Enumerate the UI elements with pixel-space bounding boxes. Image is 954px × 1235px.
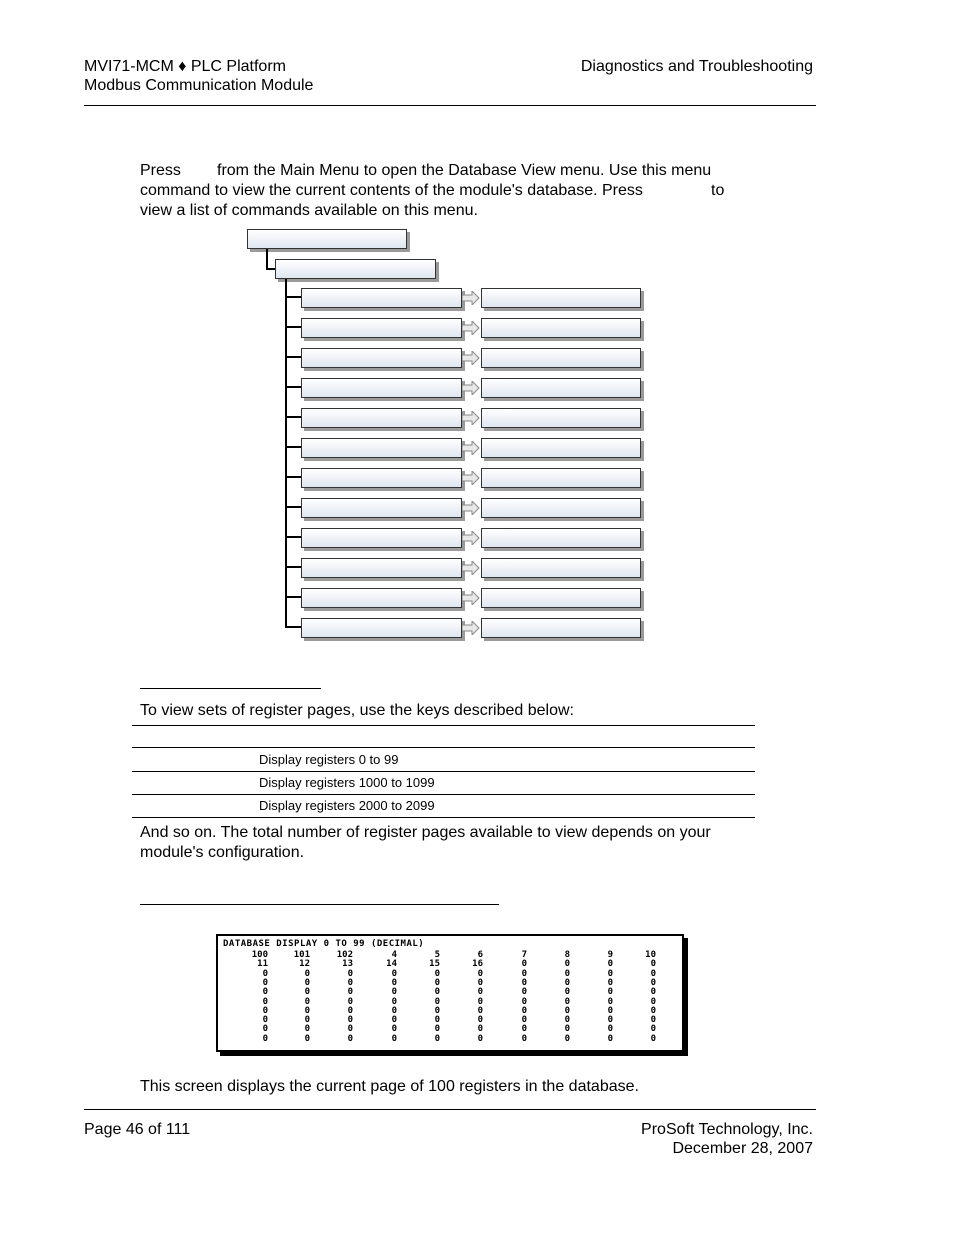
menu-command-box (301, 528, 462, 548)
tree-branch (285, 596, 302, 598)
register-value: 0 (347, 1005, 353, 1016)
table-row: Display registers 1000 to 1099 (259, 775, 435, 790)
register-value: 0 (650, 1005, 656, 1016)
footer-company: ProSoft Technology, Inc. (641, 1121, 813, 1138)
register-value: 0 (607, 987, 613, 998)
screen-row (218, 1035, 678, 1044)
register-value: 0 (650, 996, 656, 1007)
register-value: 0 (434, 1024, 440, 1035)
menu-command-box (301, 378, 462, 398)
footer-rule (84, 1109, 816, 1110)
table-rule (132, 725, 755, 726)
register-value: 0 (262, 1005, 268, 1016)
menu-command-box (301, 558, 462, 578)
register-value: 0 (564, 996, 570, 1007)
register-value: 0 (521, 1005, 527, 1016)
register-value: 0 (564, 1033, 570, 1044)
register-value: 8 (564, 950, 570, 960)
register-value: 0 (521, 977, 527, 988)
register-value: 13 (342, 959, 353, 970)
register-value: 0 (564, 1005, 570, 1016)
register-value: 0 (650, 977, 656, 988)
right-arrow-icon (462, 411, 480, 425)
tree-branch (285, 296, 302, 298)
register-value: 0 (347, 1024, 353, 1035)
header-section: Diagnostics and Troubleshooting (580, 58, 813, 75)
register-value: 0 (650, 959, 656, 970)
register-value: 0 (650, 1033, 656, 1044)
menu-result-box (481, 438, 641, 458)
register-value: 0 (391, 1024, 397, 1035)
register-value: 14 (386, 959, 397, 970)
register-value: 0 (304, 996, 310, 1007)
menu-command-box (301, 588, 462, 608)
register-value: 0 (434, 1005, 440, 1016)
menu-result-box (481, 618, 641, 638)
table-rule (132, 747, 755, 748)
register-value: 0 (304, 1005, 310, 1016)
intro-press: Press (140, 162, 181, 179)
register-value: 0 (347, 1015, 353, 1026)
menu-command-box (301, 318, 462, 338)
register-value: 0 (434, 1033, 440, 1044)
menu-command-box (301, 498, 462, 518)
register-value: 0 (347, 1033, 353, 1044)
register-value: 0 (477, 996, 483, 1007)
register-value: 101 (293, 950, 310, 960)
register-value: 0 (564, 968, 570, 979)
register-value: 0 (262, 977, 268, 988)
header-rule (84, 105, 816, 106)
tree-branch (285, 356, 302, 358)
register-value: 12 (299, 959, 310, 970)
menu-command-box (301, 618, 462, 638)
database-display-screen (216, 934, 684, 1052)
table-rule (132, 817, 755, 818)
register-value: 4 (391, 950, 397, 960)
register-value: 0 (434, 977, 440, 988)
register-value: 0 (262, 1015, 268, 1026)
screen-title: DATABASE DISPLAY 0 TO 99 (DECIMAL) (223, 939, 425, 949)
register-value: 0 (650, 968, 656, 979)
register-value: 100 (251, 950, 268, 960)
register-value: 0 (477, 1024, 483, 1035)
register-value: 0 (607, 968, 613, 979)
register-value: 0 (347, 977, 353, 988)
register-value: 102 (336, 950, 353, 960)
register-value: 0 (607, 1015, 613, 1026)
register-value: 9 (607, 950, 613, 960)
right-arrow-icon (462, 351, 480, 365)
tree-branch (285, 566, 302, 568)
menu-result-box (481, 408, 641, 428)
register-value: 0 (521, 1015, 527, 1026)
register-value: 0 (391, 1015, 397, 1026)
register-value: 0 (391, 1033, 397, 1044)
header-subtitle: Modbus Communication Module (84, 77, 314, 94)
register-value: 0 (477, 977, 483, 988)
register-value: 0 (434, 1015, 440, 1026)
keys-intro: To view sets of register pages, use the keys described below: (140, 702, 574, 719)
tree-branch (285, 386, 302, 388)
note-line-1: And so on. The total number of register pages available to view depends on your (140, 824, 711, 841)
register-value: 0 (521, 996, 527, 1007)
register-value: 0 (607, 1024, 613, 1035)
menu-command-box (301, 288, 462, 308)
register-value: 0 (564, 1024, 570, 1035)
register-value: 0 (650, 1024, 656, 1035)
register-value: 0 (607, 959, 613, 970)
register-value: 0 (564, 1015, 570, 1026)
register-value: 0 (391, 987, 397, 998)
register-value: 0 (391, 968, 397, 979)
register-value: 0 (477, 1015, 483, 1026)
tree-branch (285, 416, 302, 418)
register-value: 0 (434, 987, 440, 998)
right-arrow-icon (462, 561, 480, 575)
register-value: 0 (564, 987, 570, 998)
menu-command-box (301, 468, 462, 488)
tree-trunk (285, 279, 287, 628)
right-arrow-icon (462, 621, 480, 635)
register-value: 5 (434, 950, 440, 960)
register-value: 0 (434, 996, 440, 1007)
footer-page: Page 46 of 111 (84, 1121, 191, 1138)
intro-to: to (711, 182, 725, 199)
register-value: 0 (391, 1005, 397, 1016)
register-value: 0 (304, 1024, 310, 1035)
screen-caption: This screen displays the current page of 100 registers in the database. (140, 1078, 639, 1095)
register-value: 0 (304, 1033, 310, 1044)
register-value: 0 (650, 1015, 656, 1026)
register-value: 0 (304, 987, 310, 998)
intro-text-2: command to view the current contents of the module's database. Press (140, 182, 643, 199)
register-value: 0 (477, 987, 483, 998)
tree-branch (285, 326, 302, 328)
intro-text-3: view a list of commands available on this menu. (140, 202, 478, 219)
register-value: 0 (521, 987, 527, 998)
register-value: 11 (257, 959, 268, 970)
table-row: Display registers 2000 to 2099 (259, 798, 435, 813)
section-rule (140, 904, 499, 905)
register-value: 0 (347, 987, 353, 998)
register-value: 0 (304, 968, 310, 979)
intro-text-1: from the Main Menu to open the Database View menu. Use this menu (217, 162, 712, 179)
register-value: 0 (477, 968, 483, 979)
register-value: 0 (391, 996, 397, 1007)
menu-command-box (301, 408, 462, 428)
menu-result-box (481, 558, 641, 578)
tree-submenu-box (275, 259, 436, 279)
screen-row (218, 988, 678, 997)
register-value: 0 (262, 987, 268, 998)
tree-branch (285, 626, 302, 628)
register-value: 6 (477, 950, 483, 960)
right-arrow-icon (462, 291, 480, 305)
menu-result-box (481, 318, 641, 338)
register-value: 0 (262, 996, 268, 1007)
menu-result-box (481, 528, 641, 548)
menu-result-box (481, 378, 641, 398)
menu-command-box (301, 348, 462, 368)
register-value: 0 (262, 968, 268, 979)
register-value: 0 (347, 968, 353, 979)
register-value: 0 (477, 1033, 483, 1044)
register-value: 0 (521, 968, 527, 979)
table-rule (132, 771, 755, 772)
right-arrow-icon (462, 531, 480, 545)
tree-branch (285, 506, 302, 508)
right-arrow-icon (462, 321, 480, 335)
register-value: 0 (477, 1005, 483, 1016)
right-arrow-icon (462, 591, 480, 605)
register-value: 7 (521, 950, 527, 960)
note-line-2: module's configuration. (140, 844, 305, 861)
menu-command-box (301, 438, 462, 458)
right-arrow-icon (462, 471, 480, 485)
register-value: 0 (650, 987, 656, 998)
register-value: 0 (607, 977, 613, 988)
register-value: 0 (434, 968, 440, 979)
register-value: 16 (472, 959, 483, 970)
tree-connector (266, 249, 268, 270)
register-value: 15 (429, 959, 440, 970)
register-value: 0 (521, 1024, 527, 1035)
screen-row (218, 960, 678, 969)
right-arrow-icon (462, 501, 480, 515)
register-value: 10 (645, 950, 656, 960)
right-arrow-icon (462, 381, 480, 395)
register-value: 0 (564, 959, 570, 970)
register-value: 0 (564, 977, 570, 988)
menu-result-box (481, 498, 641, 518)
register-value: 0 (304, 977, 310, 988)
register-value: 0 (607, 996, 613, 1007)
table-rule (132, 794, 755, 795)
tree-branch (285, 446, 302, 448)
register-value: 0 (262, 1033, 268, 1044)
menu-result-box (481, 288, 641, 308)
tree-root-box (247, 229, 407, 249)
register-value: 0 (347, 996, 353, 1007)
register-value: 0 (304, 1015, 310, 1026)
register-value: 0 (607, 1033, 613, 1044)
footer-date: December 28, 2007 (672, 1140, 813, 1157)
register-value: 0 (262, 1024, 268, 1035)
register-value: 0 (521, 1033, 527, 1044)
tree-branch (285, 536, 302, 538)
right-arrow-icon (462, 441, 480, 455)
register-value: 0 (391, 977, 397, 988)
menu-result-box (481, 588, 641, 608)
header-product: MVI71-MCM ♦ PLC Platform (84, 58, 286, 75)
register-value: 0 (521, 959, 527, 970)
section-rule (140, 688, 321, 689)
menu-result-box (481, 468, 641, 488)
register-value: 0 (607, 1005, 613, 1016)
menu-result-box (481, 348, 641, 368)
tree-branch (285, 476, 302, 478)
table-row: Display registers 0 to 99 (259, 752, 399, 767)
